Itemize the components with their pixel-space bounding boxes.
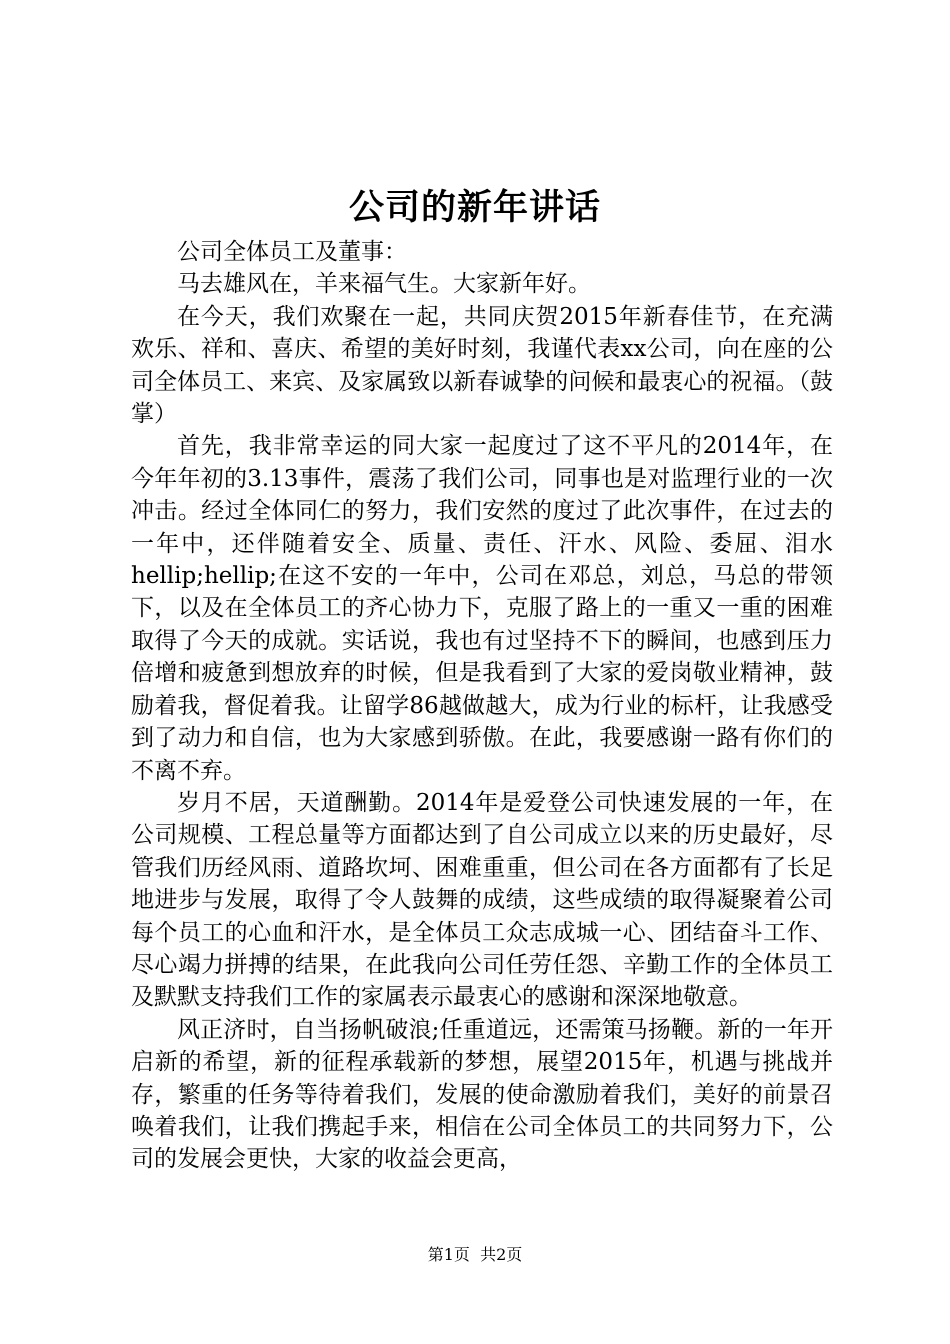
page-number: 第1页 共2页 [427, 1245, 523, 1264]
greeting-paragraph: 马去雄风在，羊来福气生。大家新年好。 [177, 271, 591, 298]
body-paragraph: 首先，我非常幸运的同大家一起度过了这不平凡的2014年，在今年年初的3.13事件，震荡了我们公司，同事也是对监理行业的一次冲击。经过全体同仁的努力，我们安然的度过了此次事件，在过去的一年中，还伴随着安全、质量、责任、汗水、风险、委屈、泪水hellip;hellip;在这不安的一年中，公司在邓总，刘总，马总的带领下，以及在全体员工的齐心协力下，克服了路上的一重又一重的困难取得了今天的成就。实话说，我也有过坚持不下的瞬间，也感到压力倍增和疲惫到想放弃的时候，但是我看到了大家的爱岗敬业精神，鼓励着我，督促着我。让留学86越做越大，成为行业的标杆，让我感受到了动力和自信，也为大家感到骄傲。在此，我要感谢一路有你们的不离不弃。 [131, 433, 833, 784]
body-paragraph: 在今天，我们欢聚在一起，共同庆贺2015年新春佳节，在充满欢乐、祥和、喜庆、希望的美好时刻，我谨代表xx公司，向在座的公司全体员工、来宾、及家属致以新春诚挚的问候和最衷心的祝福。（鼓掌） [131, 303, 833, 428]
page-footer [0, 1244, 950, 1266]
body-paragraph: 岁月不居，天道酬勤。2014年是爱登公司快速发展的一年，在公司规模、工程总量等方面都达到了自公司成立以来的历史最好，尽管我们历经风雨、道路坎坷、困难重重，但公司在各方面都有了长足地进步与发展，取得了令人鼓舞的成绩，这些成绩的取得凝聚着公司每个员工的心血和汗水，是全体员工众志成城一心、团结奋斗工作、尽心竭力拼搏的结果，在此我向公司任劳任怨、辛勤工作的全体员工及默默支持我们工作的家属表示最衷心的感谢和深深地敬意。 [131, 789, 833, 1011]
body-paragraph: 风正济时，自当扬帆破浪;任重道远，还需策马扬鞭。新的一年开启新的希望，新的征程承载新的梦想，展望2015年，机遇与挑战并存，繁重的任务等待着我们，发展的使命激励着我们，美好的前景召唤着我们，让我们携起手来，相信在公司全体员工的共同努力下，公司的发展会更快，大家的收益会更高， [131, 1016, 833, 1173]
salutation-paragraph: 公司全体员工及董事： [177, 239, 407, 265]
document-body [131, 236, 833, 1176]
document-title: 公司的新年讲话 [348, 187, 601, 228]
